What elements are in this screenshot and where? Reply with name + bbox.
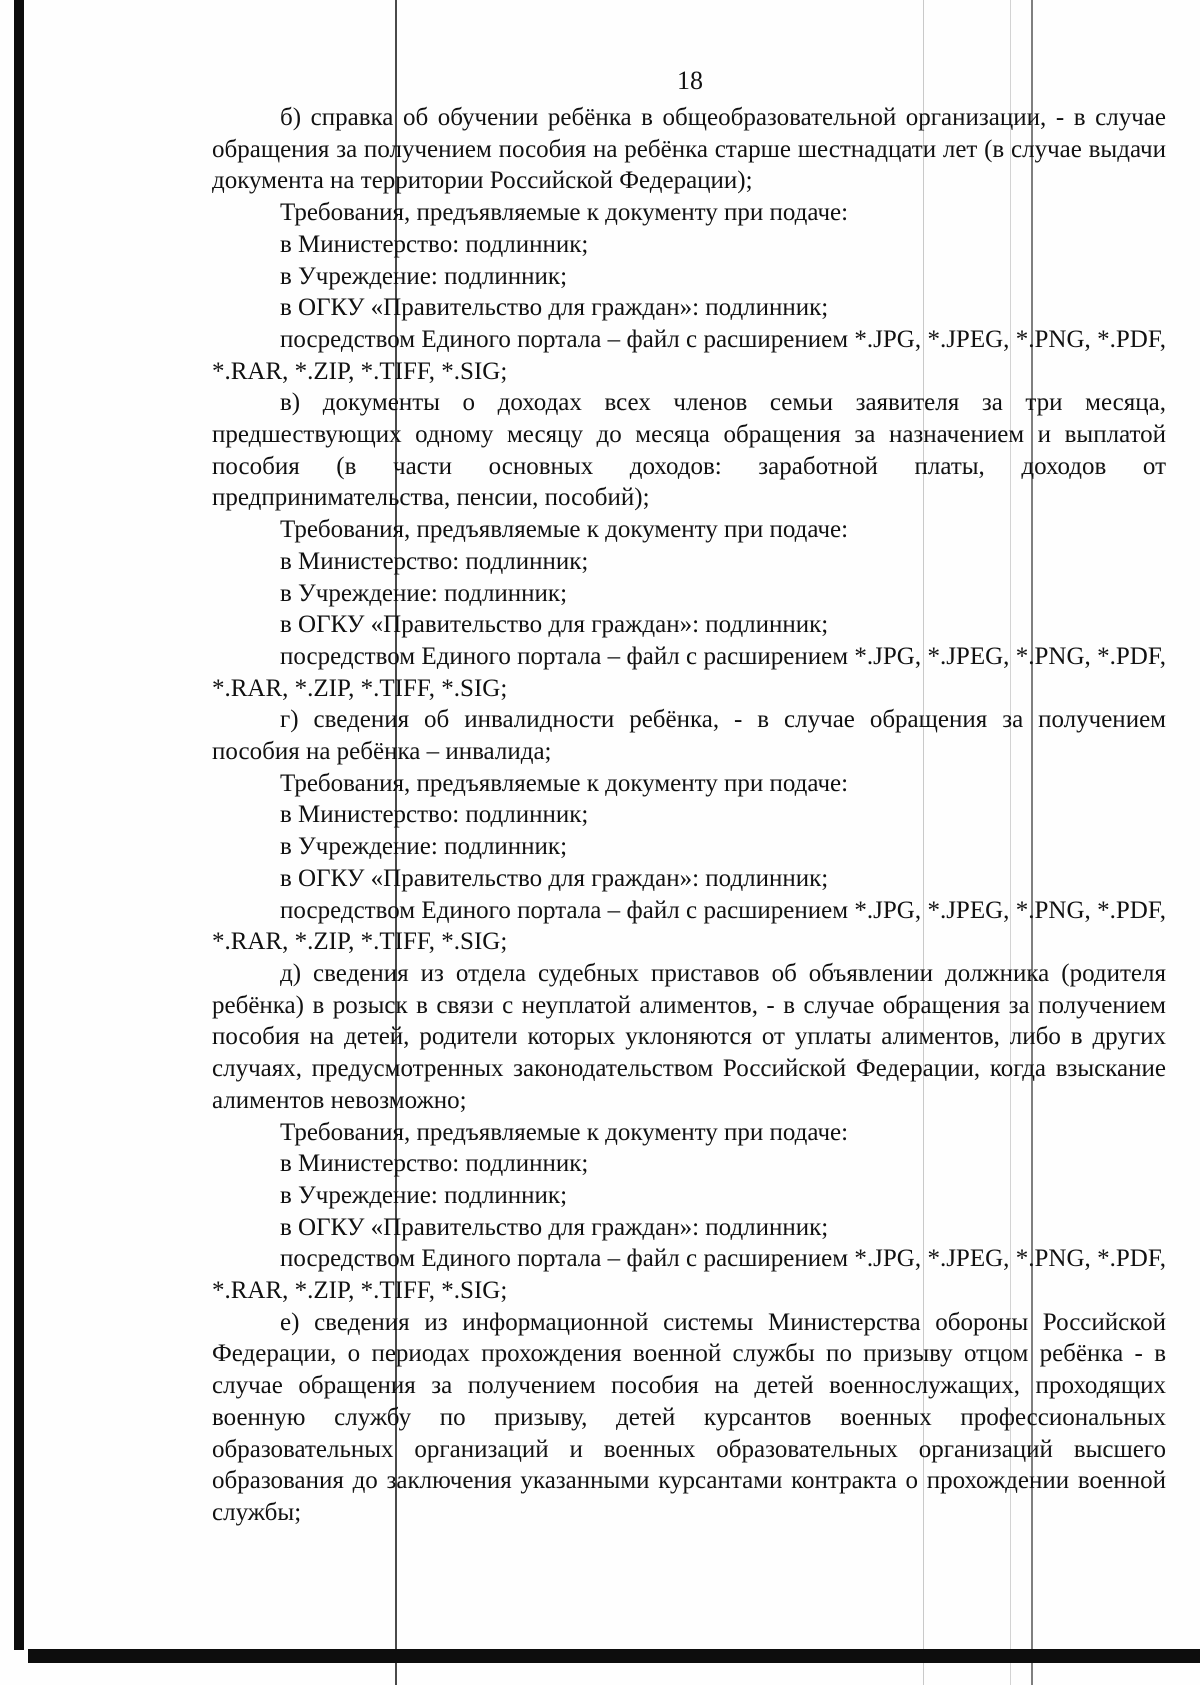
requirement-institution: в Учреждение: подлинник; [280, 833, 568, 861]
requirement-institution: в Учреждение: подлинник; [280, 1181, 568, 1209]
requirements-heading: Требования, предъявляемые к документу при подаче: [280, 516, 849, 544]
requirement-portal: посредством Единого портала – файл с расширением *.JPG, *.JPEG, *.PNG, *.PDF, *.RAR, *.ZIP, *.TIFF, *.SIG; [212, 1245, 1166, 1305]
scan-left-edge-mark [14, 0, 24, 1650]
paragraph-item-v: в) документы о доходах всех членов семьи заявителя за три месяца, предшествующих одному месяцу до месяца обращения за назначением и выплатой пособия (в части основных доходов: заработной платы, доходов от предпринимательства, пенсии, пособий); [212, 389, 1166, 512]
page-number: 18 [677, 66, 703, 95]
requirement-institution: в Учреждение: подлинник; [280, 579, 568, 607]
requirement-ministry: в Министерство: подлинник; [280, 1150, 589, 1178]
requirements-heading: Требования, предъявляемые к документу при подаче: [280, 199, 849, 227]
requirement-portal: посредством Единого портала – файл с расширением *.JPG, *.JPEG, *.PNG, *.PDF, *.RAR, *.ZIP, *.TIFF, *.SIG; [212, 896, 1166, 956]
requirement-portal: посредством Единого портала – файл с расширением *.JPG, *.JPEG, *.PNG, *.PDF, *.RAR, *.ZIP, *.TIFF, *.SIG; [212, 325, 1166, 385]
paragraph-item-b: б) справка об обучении ребёнка в общеобразовательной организации, - в случае обращения за получением пособия на ребёнка старше шестнадцати лет (в случае выдачи документа на территории Российской Федерации); [212, 104, 1166, 195]
paragraph-item-g: г) сведения об инвалидности ребёнка, - в случае обращения за получением пособия на ребёнка – инвалида; [212, 706, 1166, 766]
requirement-institution: в Учреждение: подлинник; [280, 262, 568, 290]
requirements-heading: Требования, предъявляемые к документу при подаче: [280, 769, 849, 797]
requirement-ogku: в ОГКУ «Правительство для граждан»: подлинник; [280, 864, 829, 892]
requirement-portal: посредством Единого портала – файл с расширением *.JPG, *.JPEG, *.PNG, *.PDF, *.RAR, *.ZIP, *.TIFF, *.SIG; [212, 642, 1166, 702]
document-body [212, 102, 1166, 1529]
paragraph-item-d: д) сведения из отдела судебных приставов об объявлении должника (родителя ребёнка) в розыск в связи с неуплатой алиментов, - в случае обращения за получением пособия на детей, родители которых уклоняются от уплаты алиментов, либо в других случаях, предусмотренных законодательством Российской Федерации, когда взыскание алиментов невозможно; [212, 959, 1166, 1114]
requirement-ogku: в ОГКУ «Правительство для граждан»: подлинник; [280, 294, 829, 322]
requirements-heading: Требования, предъявляемые к документу при подаче: [280, 1118, 849, 1146]
scan-bottom-edge-mark [28, 1649, 1200, 1663]
requirement-ogku: в ОГКУ «Правительство для граждан»: подлинник; [280, 611, 829, 639]
requirement-ministry: в Министерство: подлинник; [280, 801, 589, 829]
requirement-ministry: в Министерство: подлинник; [280, 547, 589, 575]
requirement-ministry: в Министерство: подлинник; [280, 230, 589, 258]
paragraph-item-e: е) сведения из информационной системы Министерства обороны Российской Федерации, о периодах прохождения военной службы по призыву отцом ребёнка - в случае обращения за получением пособия на детей военнослужащих, проходящих военную службу по призыву, детей курсантов военных профессиональных образовательных организаций и военных образовательных организаций высшего образования до заключения указанными курсантами контракта о прохождении военной службы; [212, 1308, 1166, 1526]
requirement-ogku: в ОГКУ «Правительство для граждан»: подлинник; [280, 1213, 829, 1241]
